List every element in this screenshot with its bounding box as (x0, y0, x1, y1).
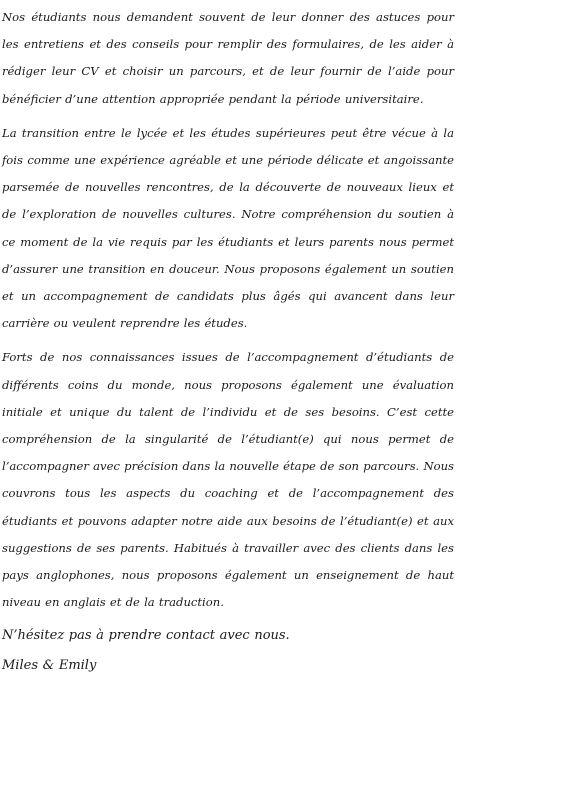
closing-line: N’hésitez pas à prendre contact avec nous. (2, 628, 290, 644)
signature: Miles & Emily (2, 658, 97, 674)
document-body (2, 4, 454, 679)
paragraph-student-requests: Nos étudiants nous demandent souvent de leur donner des astuces pour les entretiens et des conseils pour remplir des formulaires, de les aider à rédiger leur CV et choisir un parcours, et de leur fournir de l’aide pour bénéficier d’une attention appropriée pendant la période universitaire. (2, 10, 454, 106)
paragraph-transition: La transition entre le lycée et les études supérieures peut être vécue à la fois comme une expérience agréable et une période délicate et angoissante parsemée de nouvelles rencontres, de la découverte de nouveaux lieux et de l’exploration de nouvelles cultures. Notre compréhension du soutien à ce moment de la vie requis par les étudiants et leurs parents nous permet d’assurer une transition en douceur. Nous proposons également un soutien et un accompagnement de candidats plus âgés qui avancent dans leur carrière ou veulent reprendre les études. (2, 125, 454, 331)
paragraph-expertise: Forts de nos connaissances issues de l’accompagnement d’étudiants de différents coins du monde, nous proposons également une évaluation initiale et unique du talent de l’individu et de ses besoins. C’est cette compréhension de la singularité de l’étudiant(e) qui nous permet de l’accompagner avec précision dans la nouvelle étape de son parcours. Nous couvrons tous les aspects du coaching et de l’accompagnement des étudiants et pouvons adapter notre aide aux besoins de l’étudiant(e) et aux suggestions de ses parents. Habitués à travailler avec des clients dans les pays anglophones, nous proposons également un enseignement de haut niveau en anglais et de la traduction. (2, 350, 454, 610)
